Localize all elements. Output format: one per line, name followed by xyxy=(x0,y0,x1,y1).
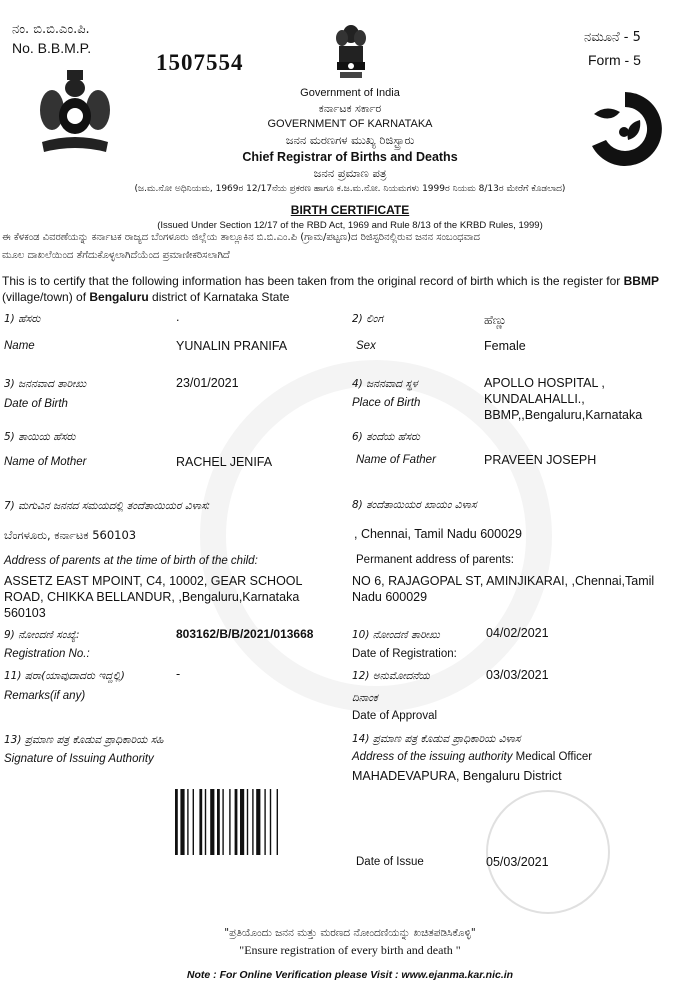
mother-value: RACHEL JENIFA xyxy=(176,455,273,469)
name-label-kn: 1) ಹೆಸರು xyxy=(4,313,41,325)
pob-label-en: Place of Birth xyxy=(352,397,421,409)
addr-birth-value-2: ROAD, CHIKKA BELLANDUR, ,Bengaluru,Karnataka xyxy=(4,590,300,604)
issue-value: 05/03/2021 xyxy=(486,855,549,869)
addr-perm-label-kn: 8) ತಂದೆತಾಯಿಯರ ಖಾಯಂ ವಿಳಾಸ xyxy=(352,499,477,511)
cert-label-kn: ಜನನ ಪ್ರಮಾಣ ಪತ್ರ xyxy=(313,166,387,180)
addr-perm-value-kn: , Chennai, Tamil Nadu 600029 xyxy=(354,527,522,541)
ensure-text-kn: "ಪ್ರತಿಯೊಂದು ಜನನ ಮತ್ತು ಮರಣದ ನೋಂದಣಿಯನ್ನು ಖಚಿತಪಡಿಸಿಕೊಳ್ಳಿ" xyxy=(224,927,476,939)
pob-value-2: KUNDALAHALLI., xyxy=(484,392,585,406)
serial-number: 1507554 xyxy=(156,50,244,75)
gok-label-kn: ಕರ್ನಾಟಕ ಸರ್ಕಾರ xyxy=(318,102,382,115)
mother-label-en: Name of Mother xyxy=(4,456,87,468)
goi-label: Government of India xyxy=(300,87,400,99)
regdate-value: 04/02/2021 xyxy=(486,626,549,640)
barcode-icon xyxy=(175,789,283,855)
sign-label-en: Signature of Issuing Authority xyxy=(4,753,154,765)
intro-text-en-2: (village/town) of Bengaluru district of Karnataka State xyxy=(2,290,290,304)
father-label-kn: 6) ತಂದೆಯ ಹೆಸರು xyxy=(352,431,420,443)
bbmp-label-kn: ನಂ. ಬಿ.ಬಿ.ಎಂ.ಪಿ. xyxy=(12,22,90,37)
registrar-label-en: Chief Registrar of Births and Deaths xyxy=(242,150,458,164)
form-label-en: Form - 5 xyxy=(588,52,641,68)
addr-birth-value-1: ASSETZ EAST MPOINT, C4, 10002, GEAR SCHOOL xyxy=(4,574,303,588)
addr-birth-value-3: 560103 xyxy=(4,606,46,620)
pob-value-1: APOLLO HOSPITAL , xyxy=(484,376,605,390)
remarks-label-en: Remarks(if any) xyxy=(4,690,86,702)
regno-label-en: Registration No.: xyxy=(4,648,90,660)
ensure-text-en: "Ensure registration of every birth and death " xyxy=(239,943,461,957)
approval-label-en: Date of Approval xyxy=(352,710,438,722)
dob-label-en: Date of Birth xyxy=(4,398,68,410)
sex-value: Female xyxy=(484,339,526,353)
official-seal-icon xyxy=(486,790,610,914)
sex-label-kn: 2) ಲಿಂಗ xyxy=(352,313,384,325)
addr-perm-label-en: Permanent address of parents: xyxy=(356,554,514,566)
approval-label-kn-2: ದಿನಾಂಕ xyxy=(352,692,378,704)
name-value: YUNALIN PRANIFA xyxy=(176,339,288,353)
authaddr-label-kn: 14) ಪ್ರಮಾಣ ಪತ್ರ ಕೊಡುವ ಪ್ರಾಧಿಕಾರಿಯ ವಿಳಾಸ xyxy=(352,733,521,745)
issue-label-en: Date of Issue xyxy=(356,856,424,868)
bbmp-label-en: No. B.B.M.P. xyxy=(12,40,92,56)
pob-value-3: BBMP,,Bengaluru,Karnataka xyxy=(484,408,643,422)
regdate-label-kn: 10) ನೋಂದಣಿ ತಾರೀಖು xyxy=(352,629,440,641)
addr-birth-label-en: Address of parents at the time of birth of the child: xyxy=(4,555,258,567)
regno-value: 803162/B/B/2021/013668 xyxy=(176,627,314,641)
registrar-label-kn: ಜನನ ಮರಣಗಳ ಮುಖ್ಯ ರಿಜಿಸ್ಟ್ರಾರು xyxy=(285,133,415,147)
gok-label-en: GOVERNMENT OF KARNATAKA xyxy=(267,118,433,130)
rule-text-en: (Issued Under Section 12/17 of the RBD Act, 1969 and Rule 8/13 of the KRBD Rules, 1999) xyxy=(157,220,543,231)
cert-title: BIRTH CERTIFICATE xyxy=(290,203,410,217)
pob-label-kn: 4) ಜನನವಾದ ಸ್ಥಳ xyxy=(352,378,418,390)
name-label-en: Name xyxy=(4,340,35,352)
name-dot: . xyxy=(176,310,180,324)
father-value: PRAVEEN JOSEPH xyxy=(484,453,597,467)
dob-label-kn: 3) ಜನನವಾದ ತಾರೀಖು xyxy=(4,378,87,390)
intro-text-kn-2: ಮೂಲ ದಾಖಲೆಯಿಂದ ತೆಗೆದುಕೊಳ್ಳಲಾಗಿದೆಯೆಂದ ಪ್ರಮಾಣೀಕರಿಸಲಾಗಿದೆ xyxy=(2,250,230,261)
addr-perm-value-2: Nadu 600029 xyxy=(352,590,428,604)
intro-text-en-1: This is to certify that the following information has been taken from the original record of birth which is the register for BBMP xyxy=(2,274,659,288)
addr-birth-value-kn: ಬೆಂಗಳೂರು, ಕರ್ನಾಟಕ 560103 xyxy=(4,528,137,542)
approval-label-kn: 12) ಅನುಮೋದನೆಯ xyxy=(352,670,430,682)
verification-note: Note : For Online Verification please Visit : www.ejanma.kar.nic.in xyxy=(186,969,514,981)
regdate-label-en: Date of Registration: xyxy=(352,648,457,660)
approval-value: 03/03/2021 xyxy=(486,668,549,682)
sex-value-kn: ಹೆಣ್ಣು xyxy=(484,313,507,327)
father-label-en: Name of Father xyxy=(356,454,436,466)
mother-label-kn: 5) ತಾಯಿಯ ಹೆಸರು xyxy=(4,431,76,443)
remarks-label-kn: 11) ಷರಾ(ಯಾವುದಾದರು ಇದ್ದಲ್ಲಿ) xyxy=(4,670,125,682)
intro-text-kn-1: ಈ ಕೆಳಕಂಡ ವಿವರಣೆಯನ್ನು ಕರ್ನಾಟಕ ರಾಜ್ಯದ ಬೆಂಗಳೂರು ಜಿಲ್ಲೆಯ ತಾಲ್ಲೂಕಿನ ಬಿ.ಬಿ.ಎಂ.ಪಿ (ಗ್ರಾಮ/ಪಟ್ಟಣ)ದ ರಿಜಿಸ್ಟರಿನಲ್ಲಿರುವ ಜನನ ಸಂಬಂಧವಾದ xyxy=(2,232,481,243)
addr-perm-value-1: NO 6, RAJAGOPAL ST, AMINJIKARAI, ,Chennai,Tamil xyxy=(352,574,655,588)
sex-label-en: Sex xyxy=(356,340,376,352)
addr-birth-label-kn: 7) ಮಗುವಿನ ಜನನದ ಸಮಯದಲ್ಲಿ ತಂದೆತಾಯಿಯರ ವಿಳಾಸ: xyxy=(4,500,211,512)
authaddr-label-en: Address of the issuing authority Medical Officer xyxy=(352,751,593,763)
sign-label-kn: 13) ಪ್ರಮಾಣ ಪತ್ರ ಕೊಡುವ ಪ್ರಾಧಿಕಾರಿಯ ಸಹಿ xyxy=(4,734,164,746)
rule-text-kn: (ಜ.ಮ.ನೋ ಅಧಿನಿಯಮ, 1969ರ 12/17ನೆಯ ಪ್ರಕರಣ ಹಾಗೂ ಕ.ಜ.ಮ.ನೋ. ನಿಯಮಗಳು 1999ರ ನಿಯಮ 8/13ರ ಮೇರೆಗೆ ಕೊಡಲಾದ) xyxy=(134,184,566,194)
form-label-kn: ನಮೂನೆ - 5 xyxy=(584,30,641,45)
ashoka-emblem-icon xyxy=(334,22,368,82)
authaddr-value-2: MAHADEVAPURA, Bengaluru District xyxy=(352,769,562,783)
remarks-value: - xyxy=(176,667,181,681)
regno-label-kn: 9) ನೋಂದಣಿ ಸಂಖ್ಯೆ: xyxy=(4,629,80,641)
dob-value: 23/01/2021 xyxy=(176,376,239,390)
